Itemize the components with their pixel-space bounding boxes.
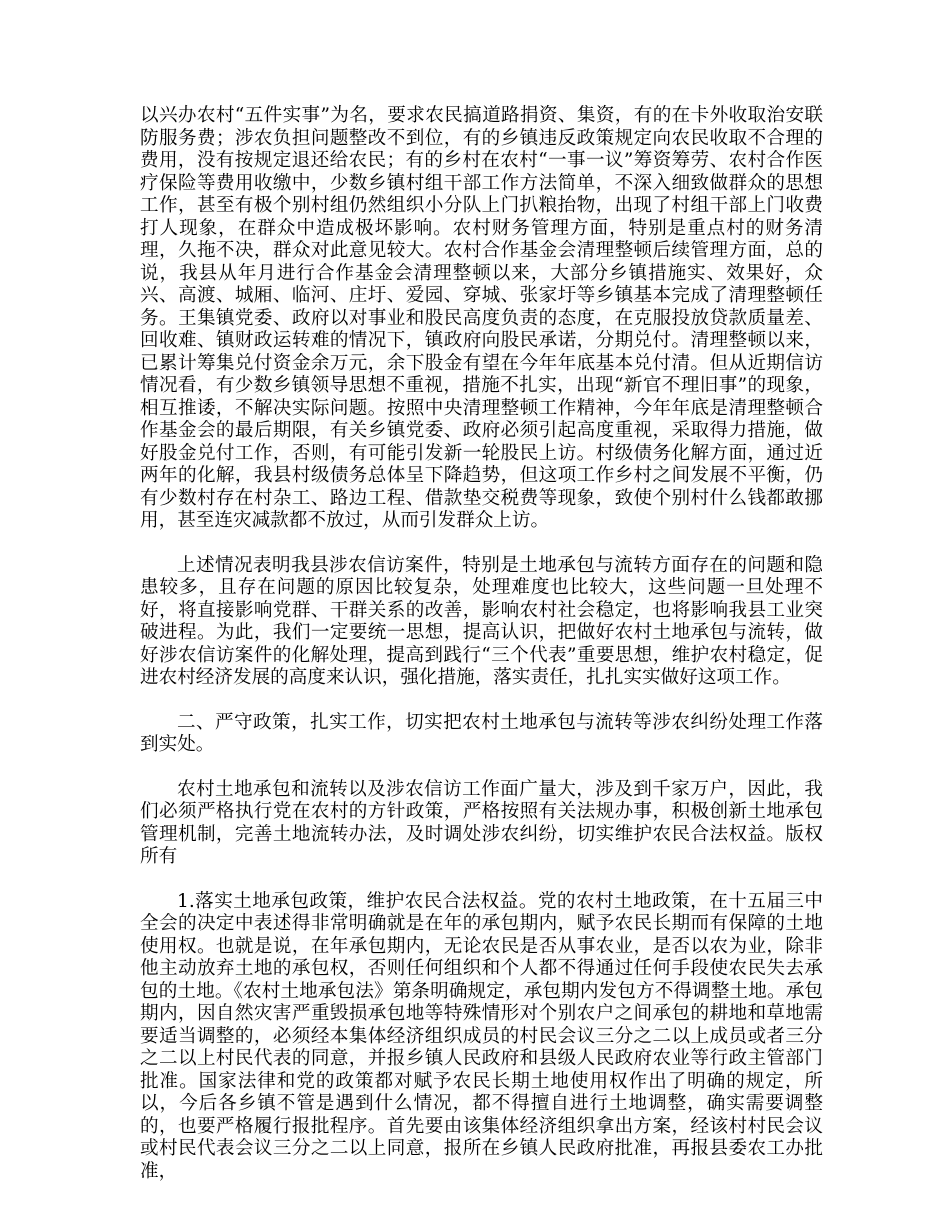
- paragraph-3: 农村土地承包和流转以及涉农信访工作面广量大，涉及到千家万户，因此，我们必须严格执行党在农村的方针政策，严格按照有关法规办事，积极创新土地承包管理机制，完善土地流转办法，及时调处涉农纠纷，切实维护农民合法权益。版权所有: [140, 778, 823, 867]
- paragraph-4: 1.落实土地承包政策，维护农民合法权益。党的农村土地政策，在十五届三中全会的决定中表述得非常明确就是在年的承包期内，赋予农民长期而有保障的土地使用权。也就是说，在年承包期内，无论农民是否从事农业，是否以农为业，除非他主动放弃土地的承包权，否则任何组织和个人都不得通过任何手段使农民失去承包的土地。《农村土地承包法》第条明确规定，承包期内发包方不得调整土地。承包期内，因自然灾害严重毁损承包地等特殊情形对个别农户之间承包的耕地和草地需要适当调整的，必须经本集体经济组织成员的村民会议三分之二以上成员或者三分之二以上村民代表的同意，并报乡镇人民政府和县级人民政府农业等行政主管部门批准。国家法律和党的政策都对赋予农民长期土地使用权作出了明确的规定，所以，今后各乡镇不管是遇到什么情况，都不得擅自进行土地调整，确实需要调整的，也要严格履行报批程序。首先要由该集体经济组织拿出方案，经该村村民会议或村民代表会议三分之二以上同意，报所在乡镇人民政府批准，再报县委农工办批准，: [140, 890, 823, 1182]
- paragraph-1: 以兴办农村“五件实事”为名，要求农民搞道路捐资、集资，有的在卡外收取治安联防服务费；涉农负担问题整改不到位，有的乡镇违反政策规定向农民收取不合理的费用，没有按规定退还给农民；有的乡村在农村“一事一议”筹资筹劳、农村合作医疗保险等费用收缴中，少数乡镇村组干部工作方法简单，不深入细致做群众的思想工作，甚至有极个别村组仍然组织小分队上门扒粮抬物，出现了村组干部上门收费打人现象，在群众中造成极坏影响。农村财务管理方面，特别是重点村的财务清理，久拖不决，群众对此意见较大。农村合作基金会清理整顿后续管理方面，总的说，我县从年月进行合作基金会清理整顿以来，大部分乡镇措施实、效果好，众兴、高渡、城厢、临河、庄圩、爱园、穿城、张家圩等乡镇基本完成了清理整顿任务。王集镇党委、政府以对事业和股民高度负责的态度，在克服投放贷款质量差、回收难、镇财政运转难的情况下，镇政府向股民承诺，分期兑付。清理整顿以来，已累计筹集兑付资金余万元，余下股金有望在今年年底基本兑付清。但从近期信访情况看，有少数乡镇领导思想不重视，措施不扎实，出现“新官不理旧事”的现象，相互推诿，不解决实际问题。按照中央清理整顿工作精神，今年年底是清理整顿合作基金会的最后期限，有关乡镇党委、政府必须引起高度重视，采取得力措施，做好股金兑付工作，否则，有可能引发新一轮股民上访。村级债务化解方面，通过近两年的化解，我县村级债务总体呈下降趋势，但这项工作乡村之间发展不平衡，仍有少数村存在村杂工、路边工程、借款垫交税费等现象，致使个别村什么钱都敢挪用，甚至连灾减款都不放过，从而引发群众上访。: [140, 105, 823, 531]
- section-heading: 二、严守政策，扎实工作，切实把农村土地承包与流转等涉农纠纷处理工作落到实处。: [140, 711, 823, 755]
- document-page: [140, 105, 823, 1205]
- paragraph-2: 上述情况表明我县涉农信访案件，特别是土地承包与流转方面存在的问题和隐患较多，且存在问题的原因比较复杂，处理难度也比较大，这些问题一旦处理不好，将直接影响党群、干群关系的改善，影响农村社会稳定，也将影响我县工业突破进程。为此，我们一定要统一思想，提高认识，把做好农村土地承包与流转，做好涉农信访案件的化解处理，提高到践行“三个代表”重要思想，维护农村稳定，促进农村经济发展的高度来认识，强化措施，落实责任，扎扎实实做好这项工作。: [140, 554, 823, 688]
